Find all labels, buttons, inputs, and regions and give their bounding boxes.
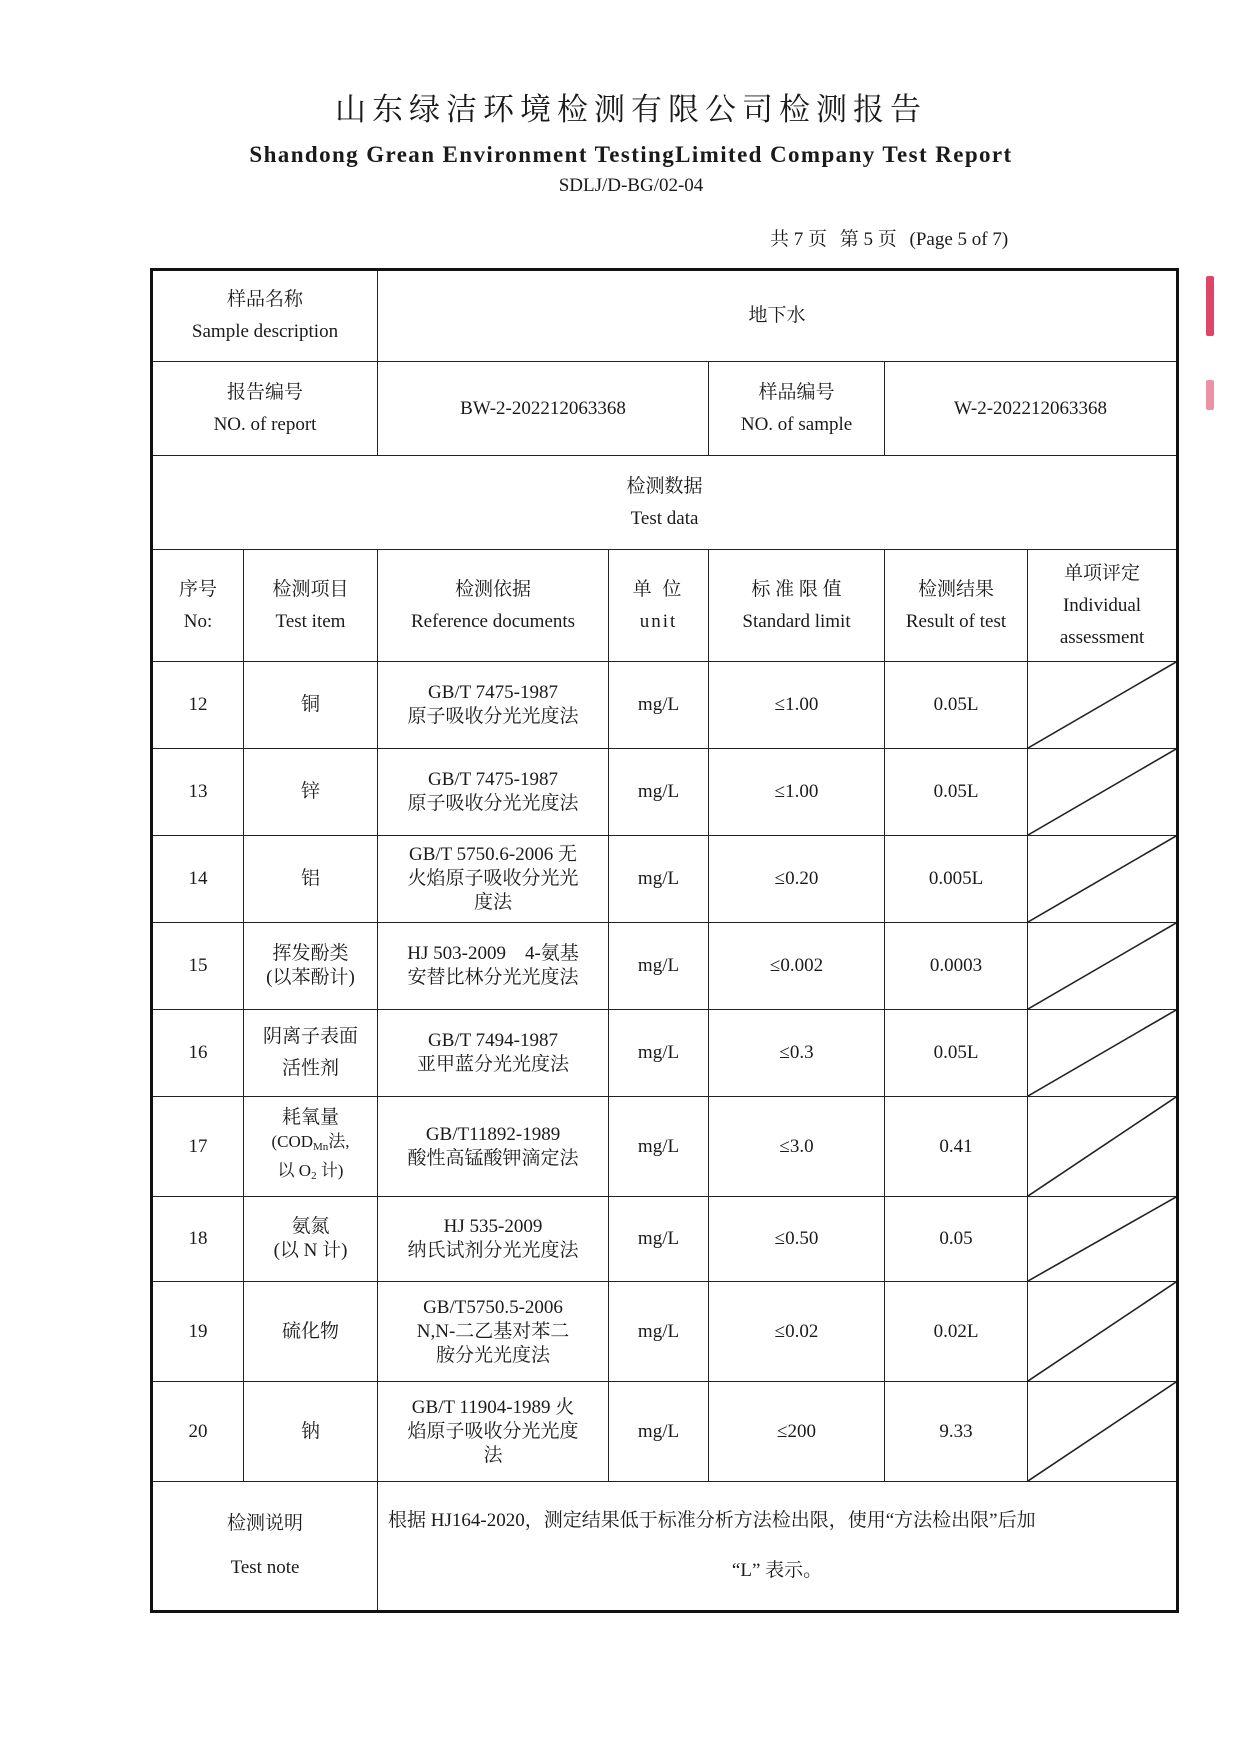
- row-assessment-na: [1028, 749, 1178, 836]
- row-item: 耗氧量 ($COD_{Mn}$法, 以 $O_2$ 计): [244, 1097, 378, 1197]
- test-note-label: 检测说明 Test note: [152, 1482, 378, 1612]
- table-row: [152, 662, 1178, 749]
- row-reference: GB/T5750.5-2006 N,N-二乙基对苯二 胺分光光度法: [378, 1282, 609, 1382]
- table-row: [152, 749, 1178, 836]
- row-item: 挥发酚类 (以苯酚计): [244, 923, 378, 1010]
- row-no: 15: [152, 923, 244, 1010]
- row-unit: mg/L: [609, 923, 709, 1010]
- row-limit: ≤0.20: [709, 836, 885, 923]
- table-row: [152, 1382, 1178, 1482]
- table-row: [152, 923, 1178, 1010]
- table-row: [152, 836, 1178, 923]
- sample-number-value: W-2-202212063368: [885, 362, 1178, 456]
- row-limit: ≤0.002: [709, 923, 885, 1010]
- row-reference: GB/T 5750.6-2006 无 火焰原子吸收分光光 度法: [378, 836, 609, 923]
- diagonal-slash-icon: [1028, 1282, 1176, 1381]
- row-unit: mg/L: [609, 1382, 709, 1482]
- row-limit: ≤3.0: [709, 1097, 885, 1197]
- test-note-line-2: “L” 表示。: [731, 1560, 823, 1581]
- row-result: 0.02L: [885, 1282, 1028, 1382]
- row-no: 14: [152, 836, 244, 923]
- sample-number-label: 样品编号 NO. of sample: [709, 362, 885, 456]
- row-no: 18: [152, 1197, 244, 1282]
- row-item: 铝: [244, 836, 378, 923]
- row-item: 锌: [244, 749, 378, 836]
- row-limit: ≤1.00: [709, 749, 885, 836]
- test-data-section-title: 检测数据 Test data: [152, 456, 1178, 550]
- col-header-test-item: 检测项目 Test item: [244, 550, 378, 662]
- row-unit: mg/L: [609, 1197, 709, 1282]
- col-header-standard-limit: 标 准 限 值 Standard limit: [709, 550, 885, 662]
- row-result: 0.05: [885, 1197, 1028, 1282]
- diagonal-slash-icon: [1028, 662, 1176, 748]
- col-header-assessment: 单项评定 Individual assessment: [1028, 550, 1178, 662]
- col-header-result: 检测结果 Result of test: [885, 550, 1028, 662]
- form-code: SDLJ/D-BG/02-04: [558, 175, 704, 196]
- row-reference: GB/T 7475-1987 原子吸收分光光度法: [378, 662, 609, 749]
- test-report-table: [150, 268, 1179, 1613]
- row-unit: mg/L: [609, 749, 709, 836]
- row-result: 0.0003: [885, 923, 1028, 1010]
- row-limit: ≤0.02: [709, 1282, 885, 1382]
- col-header-no: 序号 No:: [152, 550, 244, 662]
- row-assessment-na: [1028, 662, 1178, 749]
- row-assessment-na: [1028, 1282, 1178, 1382]
- row-item: 阴离子表面 活性剂: [244, 1010, 378, 1097]
- row-unit: mg/L: [609, 1282, 709, 1382]
- row-assessment-na: [1028, 923, 1178, 1010]
- row-reference: HJ 503-2009 4-氨基 安替比林分光光度法: [378, 923, 609, 1010]
- row-result: 0.05L: [885, 1010, 1028, 1097]
- row-assessment-na: [1028, 1097, 1178, 1197]
- diagonal-slash-icon: [1028, 749, 1176, 835]
- row-no: 13: [152, 749, 244, 836]
- report-number-value: BW-2-202212063368: [378, 362, 709, 456]
- row-limit: ≤0.3: [709, 1010, 885, 1097]
- page-current: 第 5 页: [839, 229, 897, 250]
- row-no: 17: [152, 1097, 244, 1197]
- row-item: 钠: [244, 1382, 378, 1482]
- row-assessment-na: [1028, 1197, 1178, 1282]
- row-result: 0.05L: [885, 749, 1028, 836]
- row-assessment-na: [1028, 836, 1178, 923]
- test-note-row: [152, 1482, 1178, 1612]
- table-row: [152, 1097, 1178, 1197]
- row-no: 19: [152, 1282, 244, 1382]
- seam-stamp-mark: [1206, 380, 1214, 410]
- row-no: 12: [152, 662, 244, 749]
- row-result: 0.05L: [885, 662, 1028, 749]
- row-item: 铜: [244, 662, 378, 749]
- diagonal-slash-icon: [1028, 1010, 1176, 1096]
- row-item: 硫化物: [244, 1282, 378, 1382]
- column-header-row: [152, 550, 1178, 662]
- test-note-text: [378, 1482, 1178, 1612]
- row-result: 0.005L: [885, 836, 1028, 923]
- report-title-en: Shandong Grean Environment TestingLimited Company Test Report: [249, 142, 1013, 167]
- seam-stamp-mark: [1206, 276, 1214, 336]
- test-data-section-row: [152, 456, 1178, 550]
- report-number-label: 报告编号 NO. of report: [152, 362, 378, 456]
- page-en: (Page 5 of 7): [909, 229, 1009, 250]
- row-item: 氨氮 (以 N 计): [244, 1197, 378, 1282]
- sample-description-value: 地下水: [378, 270, 1178, 362]
- row-assessment-na: [1028, 1382, 1178, 1482]
- row-result: 9.33: [885, 1382, 1028, 1482]
- diagonal-slash-icon: [1028, 1382, 1176, 1481]
- row-limit: ≤1.00: [709, 662, 885, 749]
- row-unit: mg/L: [609, 836, 709, 923]
- row-unit: mg/L: [609, 1010, 709, 1097]
- page-info: [770, 224, 1016, 251]
- diagonal-slash-icon: [1028, 1097, 1176, 1196]
- row-reference: GB/T 11904-1989 火 焰原子吸收分光光度 法: [378, 1382, 609, 1482]
- report-number-row: [152, 362, 1178, 456]
- diagonal-slash-icon: [1028, 1197, 1176, 1281]
- row-unit: mg/L: [609, 1097, 709, 1197]
- diagonal-slash-icon: [1028, 923, 1176, 1009]
- sample-description-row: [152, 270, 1178, 362]
- table-row: [152, 1282, 1178, 1382]
- test-note-line-1: 根据 HJ164-2020，测定结果低于标准分析方法检出限，使用“方法检出限”后加: [388, 1510, 1036, 1531]
- col-header-unit: 单 位 unit: [609, 550, 709, 662]
- report-title-cn: 山东绿洁环境检测有限公司检测报告: [335, 92, 927, 128]
- row-reference: HJ 535-2009 纳氏试剂分光光度法: [378, 1197, 609, 1282]
- page-total: 共 7 页: [770, 229, 828, 250]
- row-no: 16: [152, 1010, 244, 1097]
- row-unit: mg/L: [609, 662, 709, 749]
- table-row: [152, 1010, 1178, 1097]
- row-reference: GB/T11892-1989 酸性高锰酸钾滴定法: [378, 1097, 609, 1197]
- row-no: 20: [152, 1382, 244, 1482]
- table-row: [152, 1197, 1178, 1282]
- row-reference: GB/T 7494-1987 亚甲蓝分光光度法: [378, 1010, 609, 1097]
- row-result: 0.41: [885, 1097, 1028, 1197]
- row-limit: ≤0.50: [709, 1197, 885, 1282]
- row-assessment-na: [1028, 1010, 1178, 1097]
- row-limit: ≤200: [709, 1382, 885, 1482]
- col-header-reference: 检测依据 Reference documents: [378, 550, 609, 662]
- diagonal-slash-icon: [1028, 836, 1176, 922]
- row-reference: GB/T 7475-1987 原子吸收分光光度法: [378, 749, 609, 836]
- sample-description-label: 样品名称 Sample description: [152, 270, 378, 362]
